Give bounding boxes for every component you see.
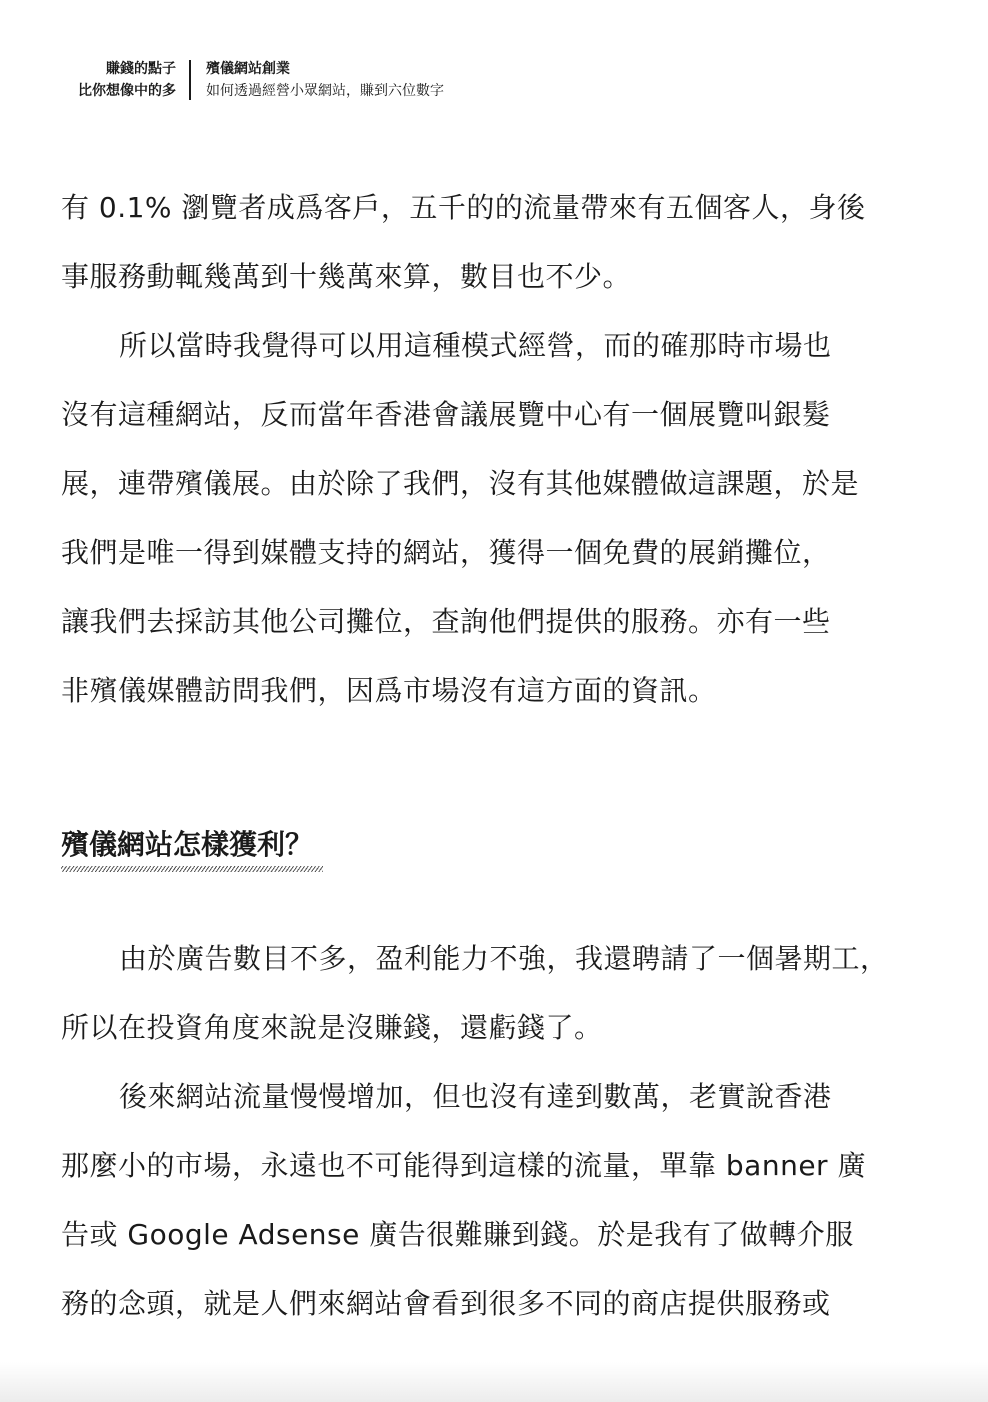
text-line: 後來網站流量慢慢增加，但也沒有達到數萬，老實說香港 [119, 1080, 832, 1113]
running-header [0, 58, 988, 108]
page-bottom-shadow [0, 1362, 988, 1402]
series-label-line-1: 賺錢的點子 [106, 61, 176, 77]
text-line: 沒有這種網站，反而當年香港會議展覽中心有一個展覽叫銀髮 [61, 398, 831, 431]
body-text-top [61, 173, 866, 725]
text-line: 所以當時我覺得可以用這種模式經營，而的確那時市場也 [119, 329, 832, 362]
text-line: 讓我們去採訪其他公司攤位，查詢他們提供的服務。亦有一些 [61, 605, 831, 638]
text-line: 由於廣告數目不多，盈利能力不強，我還聘請了一個暑期工， [119, 942, 889, 975]
text-line: 事服務動輒幾萬到十幾萬來算，數目也不少。 [61, 260, 632, 293]
chapter-label [206, 58, 444, 102]
body-text-bottom [61, 924, 889, 1338]
text-line: 那麼小的市場，永遠也不可能得到這樣的流量，單靠 banner 廣 [61, 1149, 866, 1182]
header-divider [189, 60, 191, 100]
text-line: 非殯儀媒體訪問我們，因爲市場沒有這方面的資訊。 [61, 674, 717, 707]
series-label [78, 58, 176, 102]
section-heading: 殯儀網站怎樣獲利？ [61, 828, 314, 861]
text-line: 告或 Google Adsense 廣告很難賺到錢。於是我有了做轉介服 [61, 1218, 854, 1251]
text-line: 有 0.1% 瀏覽者成爲客戶，五千的的流量帶來有五個客人，身後 [61, 191, 866, 224]
series-label-line-2: 比你想像中的多 [78, 83, 176, 99]
text-line: 展，連帶殯儀展。由於除了我們，沒有其他媒體做這課題，於是 [61, 467, 860, 500]
text-line: 所以在投資角度來說是沒賺錢，還虧錢了。 [61, 1011, 603, 1044]
heading-underline [61, 866, 323, 872]
text-line: 務的念頭，就是人們來網站會看到很多不同的商店提供服務或 [61, 1287, 831, 1320]
chapter-title: 殯儀網站創業 [206, 61, 290, 77]
text-line: 我們是唯一得到媒體支持的網站，獲得一個免費的展銷攤位， [61, 536, 831, 569]
chapter-subtitle: 如何透過經營小眾網站，賺到六位數字 [206, 83, 444, 99]
